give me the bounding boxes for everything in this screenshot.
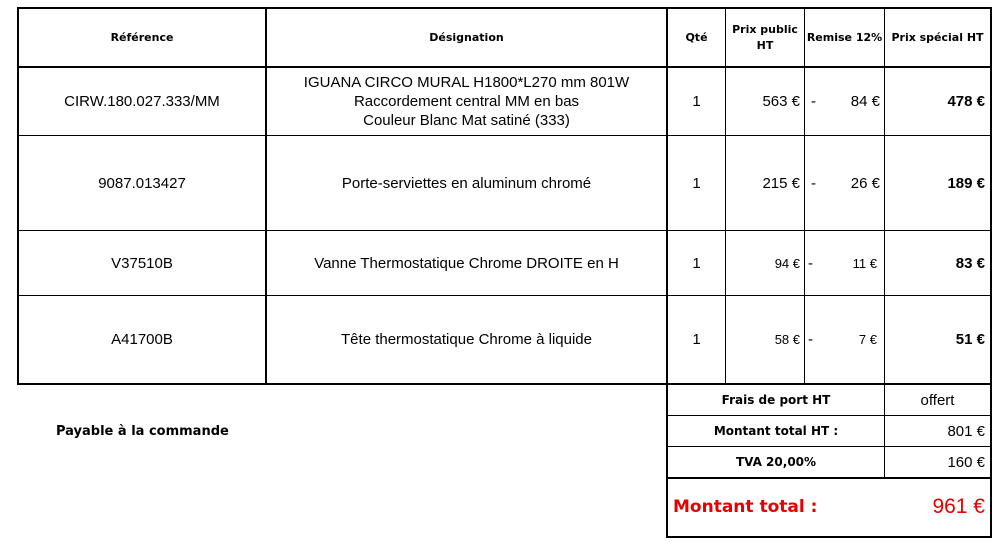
row-1-prix-public: 563 €	[762, 93, 800, 110]
row-2-prix-special: 189 €	[947, 174, 985, 192]
row-4-remise: 7 €	[858, 332, 877, 347]
payment-note: Payable à la commande	[56, 424, 229, 439]
row-1-qty: 1	[692, 93, 701, 110]
header-reference: Référence	[110, 30, 174, 44]
row-1-designation	[267, 68, 666, 135]
row-3-prix-special: 83 €	[955, 254, 985, 272]
tva-label: TVA 20,00%	[735, 455, 817, 469]
header-prix-public-line2: HT	[756, 38, 774, 52]
montant-ht-value: 801 €	[947, 422, 985, 440]
row-2-reference: 9087.013427	[98, 174, 186, 192]
row-4-qty: 1	[692, 331, 701, 348]
row-2-prix-public: 215 €	[762, 174, 800, 192]
row-2-remise-sign: -	[811, 174, 816, 192]
totals-bottom-border	[666, 536, 992, 538]
montant-ht-label: Montant total HT :	[713, 424, 839, 438]
row-1-designation-line2: Raccordement central MM en bas	[353, 93, 580, 110]
row-1-reference: CIRW.180.027.333/MM	[64, 93, 220, 110]
frais-port-value: offert	[920, 391, 955, 409]
row-1-designation-line3: Couleur Blanc Mat satiné (333)	[363, 112, 570, 129]
row-4-remise-sign: -	[808, 331, 813, 348]
row-3-designation: Vanne Thermostatique Chrome DROITE en H	[314, 254, 619, 272]
row-2-remise: 26 €	[850, 174, 880, 192]
row-3-remise: 11 €	[852, 255, 877, 271]
montant-total-value: 961 €	[932, 495, 985, 518]
row-1-prix-special: 478 €	[947, 93, 985, 110]
row-1-remise: 84 €	[850, 93, 880, 110]
montant-total-label: Montant total :	[673, 497, 818, 517]
row-1-remise-sign: -	[811, 93, 816, 110]
row-3-reference: V37510B	[111, 254, 173, 272]
row-3-prix-public: 94 €	[774, 255, 800, 271]
row-2-qty: 1	[692, 174, 701, 192]
row-1-designation-line1: IGUANA CIRCO MURAL H1800*L270 mm 801W	[303, 74, 630, 91]
header-prix-special: Prix spécial HT	[891, 30, 984, 44]
row-4-designation: Tête thermostatique Chrome à liquide	[341, 331, 592, 348]
row-4-prix-public: 58 €	[774, 332, 800, 347]
row-4-reference: A41700B	[111, 331, 173, 348]
frais-port-label: Frais de port HT	[721, 393, 831, 407]
header-designation: Désignation	[429, 30, 504, 44]
header-remise: Remise 12%	[806, 30, 883, 44]
row-4-prix-special: 51 €	[955, 331, 985, 348]
header-qty: Qté	[685, 30, 708, 44]
totals-right-border	[990, 383, 992, 538]
row-2-designation: Porte-serviettes en aluminum chromé	[341, 174, 592, 192]
header-prix-public-line1: Prix public	[732, 22, 798, 36]
row-3-remise-sign: -	[808, 254, 813, 272]
tva-value: 160 €	[947, 453, 985, 471]
header-prix-public	[726, 9, 804, 66]
row-3-qty: 1	[692, 254, 701, 272]
